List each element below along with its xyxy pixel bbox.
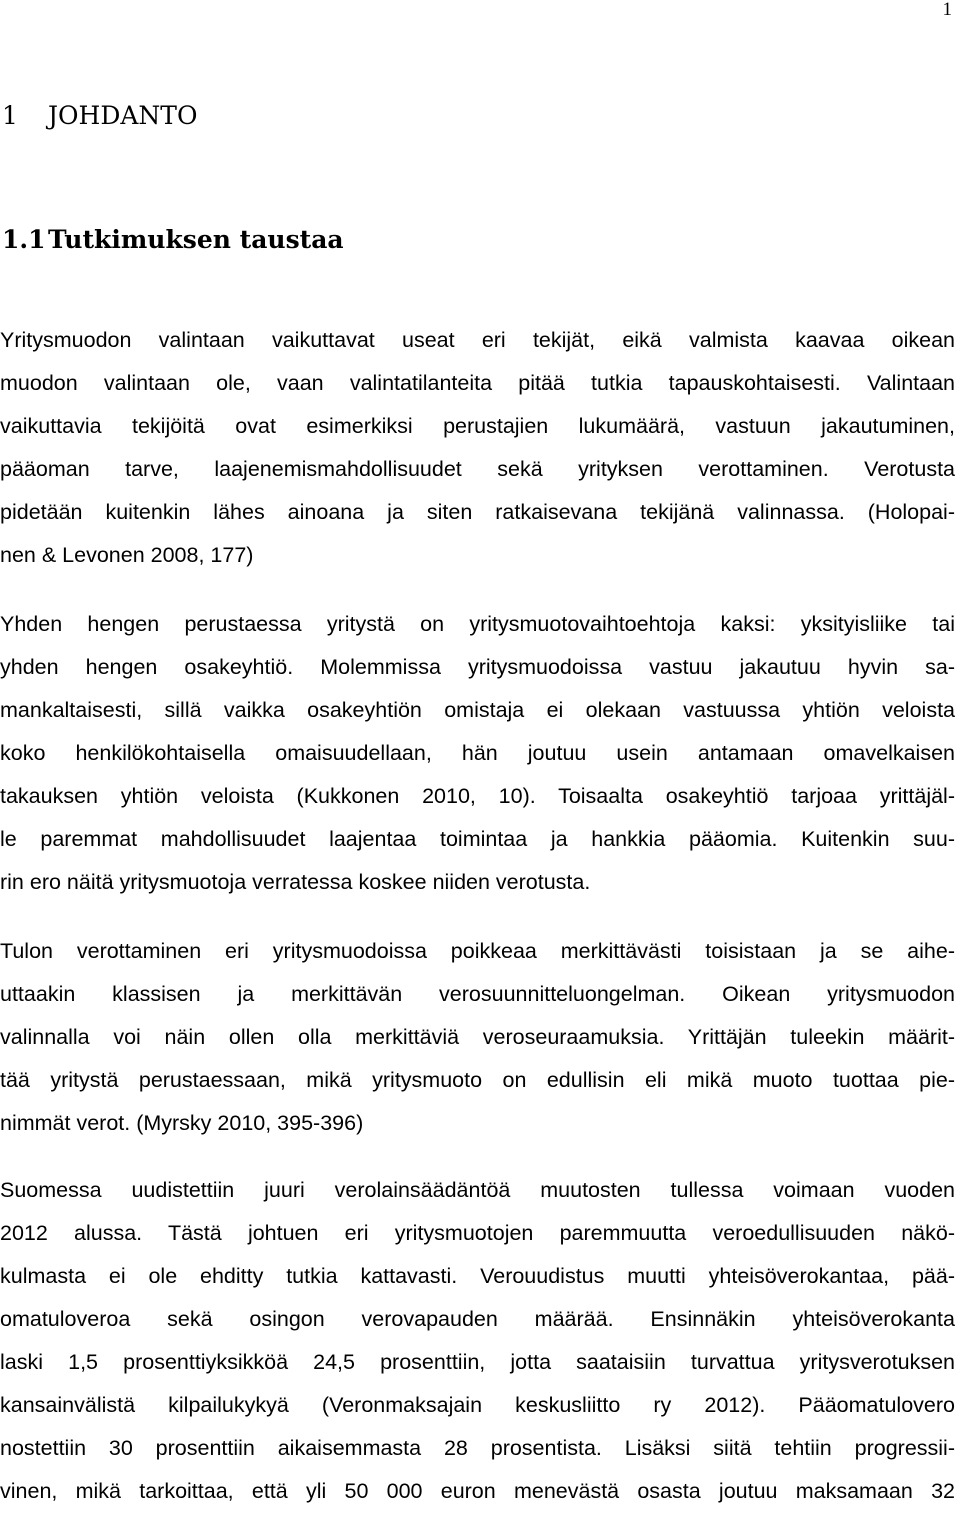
text-line: pääoman tarve, laajenemismahdollisuudet sekä yrityksen verottaminen. Verotusta [0,457,955,481]
text-line: kulmasta ei ole ehditty tutkia kattavasti. Verouudistus muutti yhteisöverokantaa, pää- [0,1264,955,1288]
text-line: Yhden hengen perustaessa yritystä on yritysmuotovaihtoehtoja kaksi: yksityisliike tai [0,612,955,636]
section-title: Tutkimuksen taustaa [48,225,344,254]
text-line: le paremmat mahdollisuudet laajentaa toimintaa ja hankkia pääomia. Kuitenkin suu- [0,827,955,851]
text-line: vinen, mikä tarkoittaa, että yli 50 000 euron menevästä osasta joutuu maksamaan 32 [0,1479,955,1503]
chapter-heading [2,96,197,136]
text-line: koko henkilökohtaisella omaisuudellaan, hän joutuu usein antamaan omavelkaisen [0,741,955,765]
paragraph-3 [0,930,955,1145]
paragraph-4 [0,1169,955,1513]
text-line: tää yritystä perustaessaan, mikä yritysmuoto on edullisin eli mikä muoto tuottaa pie- [0,1068,955,1092]
text-line: uttaakin klassisen ja merkittävän verosuunnitteluongelman. Oikean yritysmuodon [0,982,955,1006]
text-line: 2012 alussa. Tästä johtuen eri yritysmuotojen paremmuutta veroedullisuuden näkö- [0,1221,955,1245]
text-line: mankaltaisesti, sillä vaikka osakeyhtiön omistaja ei olekaan vastuussa yhtiön veloista [0,698,955,722]
text-line: vaikuttavia tekijöitä ovat esimerkiksi perustajien lukumäärä, vastuun jakautuminen, [0,414,955,438]
text-line: nen & Levonen 2008, 177) [0,543,254,567]
paragraph-1 [0,319,955,577]
chapter-title: JOHDANTO [48,101,198,130]
section-heading [2,220,344,260]
text-line: laski 1,5 prosenttiyksikköä 24,5 prosenttiin, jotta saataisiin turvattua yritysverotuksen [0,1350,955,1374]
text-line: valinnalla voi näin ollen olla merkittäviä veroseuraamuksia. Yrittäjän tuleekin määrit- [0,1025,955,1049]
text-line: omatuloveroa sekä osingon verovapauden määrää. Ensinnäkin yhteisöverokanta [0,1307,955,1331]
text-line: Suomessa uudistettiin juuri verolainsäädäntöä muutosten tullessa voimaan vuoden [0,1178,955,1202]
paragraph-2 [0,603,955,904]
text-line: nimmät verot. (Myrsky 2010, 395-396) [0,1111,364,1135]
section-number: 1.1 [2,225,46,254]
text-line: nostettiin 30 prosenttiin aikaisemmasta 28 prosentista. Lisäksi siitä tehtiin progressii- [0,1436,955,1460]
text-line: takauksen yhtiön veloista (Kukkonen 2010, 10). Toisaalta osakeyhtiö tarjoaa yrittäjäl- [0,784,955,808]
text-line: muodon valintaan ole, vaan valintatilanteita pitää tutkia tapauskohtaisesti. Valintaan [0,371,955,395]
text-line: yhden hengen osakeyhtiö. Molemmissa yritysmuodoissa vastuu jakautuu hyvin sa- [0,655,955,679]
text-line: Tulon verottaminen eri yritysmuodoissa poikkeaa merkittävästi toisistaan ja se aihe- [0,939,955,963]
page-number: 1 [942,0,952,20]
text-line: pidetään kuitenkin lähes ainoana ja siten ratkaisevana tekijänä valinnassa. (Holopai- [0,500,955,524]
text-line: rin ero näitä yritysmuotoja verratessa koskee niiden verotusta. [0,870,591,894]
text-line: Yritysmuodon valintaan vaikuttavat useat eri tekijät, eikä valmista kaavaa oikean [0,328,955,352]
chapter-number: 1 [2,101,18,130]
text-line: kansainvälistä kilpailukykyä (Veronmaksajain keskusliitto ry 2012). Pääomatulovero [0,1393,955,1417]
